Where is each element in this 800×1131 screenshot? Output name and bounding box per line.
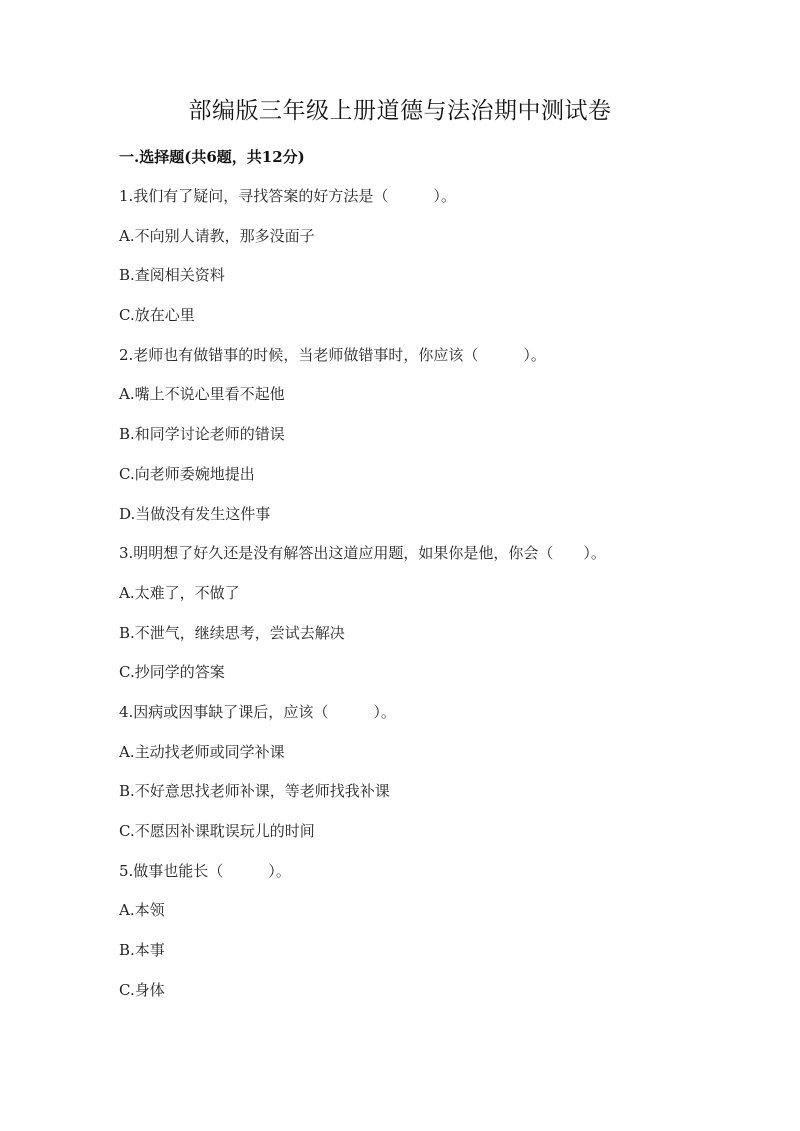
question-1-option-a: A.不向别人请教，那多没面子 <box>119 226 315 245</box>
section-header: 一.选择题(共6题，共12分) <box>119 148 305 166</box>
question-2-option-b: B.和同学讨论老师的错误 <box>119 425 285 444</box>
question-2-option-d: D.当做没有发生这件事 <box>119 504 271 523</box>
question-3-stem: 3.明明想了好久还是没有解答出这道应用题，如果你是他，你会（ ）。 <box>119 544 606 563</box>
question-5-option-a: A.本领 <box>119 901 165 920</box>
question-1-option-c: C.放在心里 <box>119 306 195 325</box>
question-4-option-c: C.不愿因补课耽误玩儿的时间 <box>119 822 315 840</box>
question-3-option-a: A.太难了，不做了 <box>119 583 240 602</box>
question-4-option-b: B.不好意思找老师补课，等老师找我补课 <box>119 782 390 801</box>
question-5-option-c: C.身体 <box>119 980 165 999</box>
question-1-option-b: B.查阅相关资料 <box>119 266 225 285</box>
question-2-option-c: C.向老师委婉地提出 <box>119 464 255 483</box>
question-4-option-a: A.主动找老师或同学补课 <box>119 742 285 761</box>
page-title: 部编版三年级上册道德与法治期中测试卷 <box>188 98 612 124</box>
question-list <box>119 186 759 1019</box>
question-4-stem: 4.因病或因事缺了课后，应该（ ）。 <box>119 702 396 721</box>
question-5-option-b: B.本事 <box>119 941 165 960</box>
question-3-option-b: B.不泄气，继续思考，尝试去解决 <box>119 623 345 642</box>
question-2-option-a: A.嘴上不说心里看不起他 <box>119 385 285 404</box>
question-3-option-c: C.抄同学的答案 <box>119 663 225 682</box>
question-5-stem: 5.做事也能长（ ）。 <box>119 861 291 880</box>
question-1-stem: 1.我们有了疑问，寻找答案的好方法是（ ）。 <box>119 187 456 205</box>
question-2-stem: 2.老师也有做错事的时候，当老师做错事时，你应该（ ）。 <box>119 345 546 364</box>
